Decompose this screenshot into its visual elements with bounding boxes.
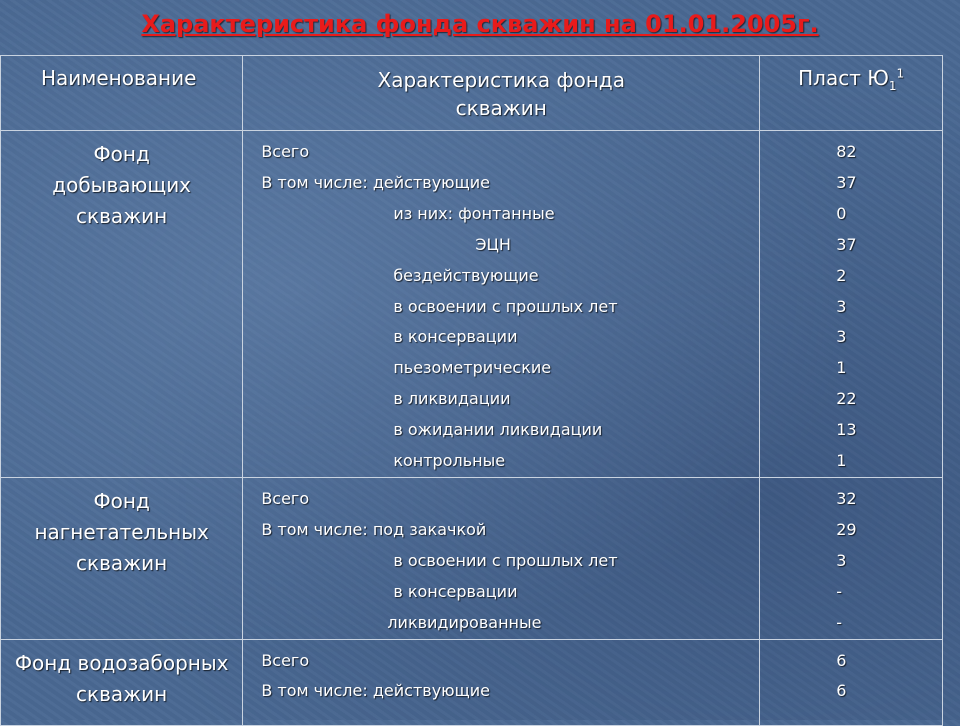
slide-title: Характеристика фонда скважин на 01.01.2005г. [141, 10, 819, 38]
item-value: 13 [836, 420, 857, 440]
table-row [1, 477, 943, 639]
header-name-cell [1, 56, 243, 131]
item-label: бездействующие [393, 265, 539, 285]
item-value: - [836, 612, 843, 632]
item-label: ликвидированные [387, 612, 542, 632]
header-characteristic-line2: скважин [455, 96, 547, 120]
table-header-row [1, 56, 943, 131]
row-name-line: скважин [76, 550, 168, 575]
item-value: 6 [836, 650, 847, 670]
item-value: 37 [836, 234, 857, 254]
row-name-cell [1, 477, 243, 639]
item-label: Всего [261, 488, 310, 508]
row-name-line: Фонд [93, 142, 150, 166]
item-label: В том числе: действующие [261, 681, 490, 701]
item-value: - [836, 581, 843, 601]
row-name [1, 640, 242, 710]
item-label: Всего [261, 142, 310, 161]
row-name [1, 131, 242, 232]
table-row [1, 639, 943, 725]
header-layer-sup: 1 [896, 66, 905, 81]
item-value: 82 [836, 142, 857, 161]
table-row [1, 131, 943, 478]
item-value: 3 [836, 296, 847, 316]
row-name-line: нагнетательных [34, 519, 209, 544]
row-values [760, 131, 942, 477]
item-label: пьезометрические [393, 358, 552, 378]
item-label: В том числе: действующие [261, 172, 490, 192]
item-value: 6 [836, 681, 847, 701]
item-value: 2 [836, 265, 847, 285]
item-label: Всего [261, 650, 310, 670]
item-value: 37 [836, 172, 857, 192]
row-name-line: скважин [76, 681, 168, 706]
header-layer [760, 56, 942, 93]
header-characteristic-cell [243, 56, 760, 131]
row-values-cell [760, 477, 943, 639]
row-values-cell [760, 639, 943, 725]
item-value: 32 [836, 488, 857, 508]
header-layer-sub: 1 [888, 79, 897, 93]
row-items [243, 131, 759, 477]
row-values-cell [760, 131, 943, 478]
item-value: 29 [836, 519, 857, 539]
row-name-line: Фонд [93, 488, 150, 513]
header-layer-main: Пласт Ю [798, 66, 889, 90]
row-name-cell [1, 131, 243, 478]
item-value: 22 [836, 389, 857, 409]
item-label: в освоении с прошлых лет [393, 550, 618, 570]
item-value: 3 [836, 327, 847, 347]
row-values [760, 478, 942, 639]
item-label: в консервации [393, 581, 518, 601]
item-label: в освоении с прошлых лет [393, 296, 618, 316]
item-value: 3 [836, 550, 847, 570]
item-label: в ликвидации [393, 389, 511, 409]
row-name-line: добывающих [52, 173, 192, 197]
row-name [1, 478, 242, 579]
row-name-cell [1, 639, 243, 725]
well-stock-table [0, 55, 943, 726]
row-values [760, 640, 942, 708]
row-items [243, 640, 759, 708]
item-value: 0 [836, 203, 847, 223]
item-label: из них: фонтанные [393, 203, 555, 223]
item-label: контрольные [393, 451, 506, 471]
row-name-line: скважин [76, 204, 168, 228]
header-layer-cell [760, 56, 943, 131]
row-items-cell [243, 131, 760, 478]
header-name: Наименование [41, 66, 197, 90]
item-value: 1 [836, 358, 847, 378]
header-characteristic-line1: Характеристика фонда [377, 68, 626, 92]
item-label: ЭЦН [475, 234, 511, 254]
item-value: 1 [836, 451, 847, 471]
row-items-cell [243, 477, 760, 639]
item-label: в консервации [393, 327, 518, 347]
row-name-line: Фонд водозаборных [14, 650, 229, 675]
item-label: В том числе: под закачкой [261, 519, 487, 539]
item-label: в ожидании ликвидации [393, 420, 603, 440]
row-items [243, 478, 759, 639]
row-items-cell [243, 639, 760, 725]
